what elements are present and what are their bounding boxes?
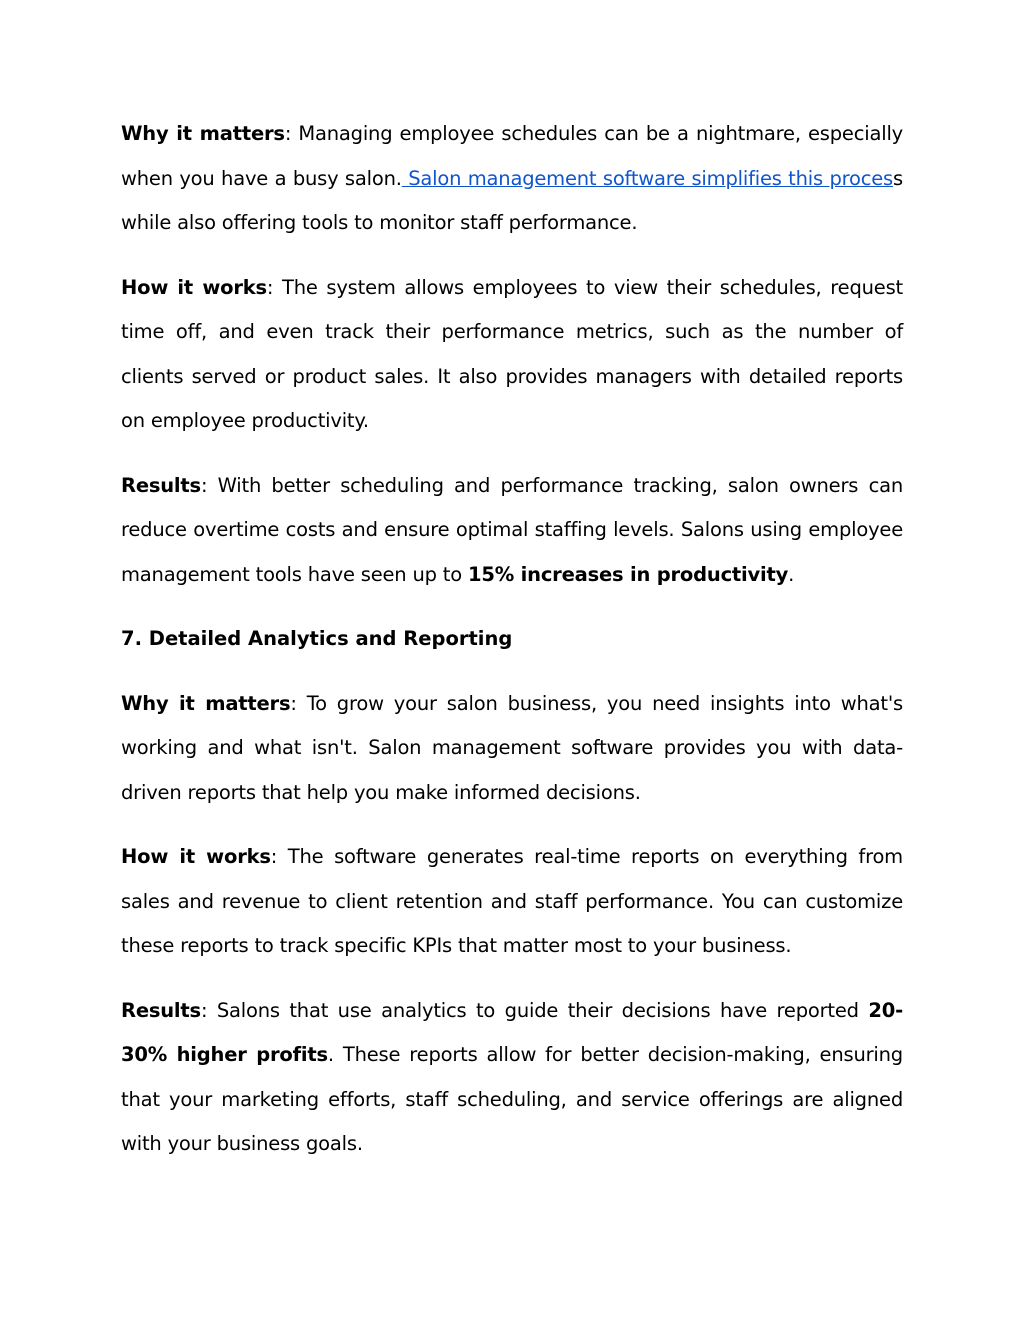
paragraph-text: : With better scheduling and performance tracking, salon owners can reduce overtime costs and ensure optimal staffing levels. Salons using employee management tools have seen up to	[121, 473, 903, 586]
paragraph-why-it-matters-scheduling	[121, 112, 903, 246]
label-how-it-works: How it works	[121, 275, 267, 299]
label-results: Results	[121, 473, 201, 497]
label-why-it-matters: Why it matters	[121, 691, 291, 715]
paragraph-text: : Salons that use analytics to guide their decisions have reported	[200, 998, 869, 1022]
paragraph-text: : The software generates real-time reports on everything from sales and revenue to client retention and staff performance. You can customize these reports to track specific KPIs that matter most to your business.	[121, 845, 903, 957]
label-results: Results	[121, 998, 201, 1022]
paragraph-text: s while also offering tools to monitor staff performance.	[121, 166, 903, 234]
section-heading-analytics: 7. Detailed Analytics and Reporting	[121, 627, 513, 650]
paragraph-text: : The system allows employees to view their schedules, request time off, and even track their performance metrics, such as the number of clients served or product sales. It also provides managers with detailed reports on employee productivity.	[121, 275, 903, 432]
paragraph-text: .	[788, 562, 795, 586]
salon-software-link[interactable]: Salon management software simplifies this proces	[401, 166, 894, 190]
paragraph-text: : To grow your salon business, you need insights into what's working and what isn't. Salon management software provides you with data-driven reports that help you make informed decisions.	[121, 691, 903, 804]
paragraph-text: : Managing employee schedules can be a nightmare, especially when you have a busy salon.	[121, 122, 903, 190]
paragraph-text: . These reports allow for better decision-making, ensuring that your marketing efforts, staff scheduling, and service offerings are aligned with your business goals.	[121, 1043, 903, 1155]
paragraph-results-scheduling	[121, 464, 903, 598]
highlight-profits: 20-30% higher profits	[121, 998, 903, 1066]
label-how-it-works: How it works	[121, 845, 271, 868]
document-body	[121, 112, 903, 1187]
label-why-it-matters: Why it matters	[121, 122, 285, 145]
paragraph-why-it-matters-analytics	[121, 682, 903, 816]
paragraph-results-analytics	[121, 989, 903, 1167]
highlight-productivity: 15% increases in productivity	[467, 562, 789, 586]
paragraph-how-it-works-analytics	[121, 835, 903, 969]
paragraph-how-it-works-scheduling	[121, 266, 903, 444]
